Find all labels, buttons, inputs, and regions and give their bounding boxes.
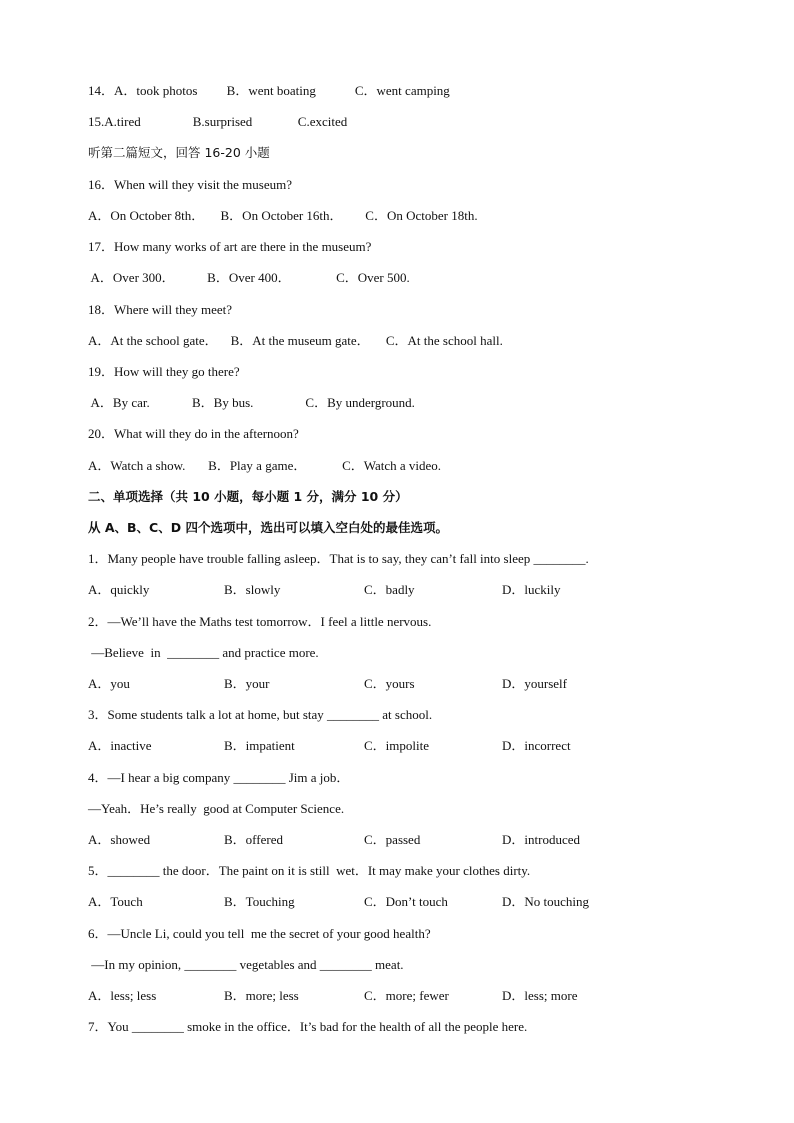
mc-question-7: 7．You ________ smoke in the office．It’s bad for the health of all the people here.: [88, 1019, 528, 1034]
option-c: C．impolite: [364, 738, 430, 753]
option-b: B．impatient: [224, 738, 295, 753]
mc-question-6: 6．—Uncle Li, could you tell me the secret of your good health?: [88, 926, 431, 941]
question-16-options: A．On October 8th． B．On October 16th． C．On October 18th.: [88, 208, 478, 223]
question-17-options: A．Over 300． B．Over 400． C．Over 500.: [88, 270, 410, 285]
option-b: B．more; less: [224, 988, 299, 1003]
question-15-options: 15.A.tired B.surprised C.excited: [88, 114, 348, 129]
question-14-options: 14．A．took photos B．went boating C．went camping: [88, 83, 450, 98]
option-d: D．introduced: [502, 832, 580, 847]
option-a: A．Touch: [88, 894, 143, 909]
mc-question-2-reply: —Believe in ________ and practice more.: [88, 645, 319, 660]
option-d: D．less; more: [502, 988, 578, 1003]
mc-question-4-reply: —Yeah．He’s really good at Computer Science.: [88, 801, 345, 816]
option-a: A．you: [88, 676, 130, 691]
mc-question-5: 5．________ the door．The paint on it is still wet．It may make your clothes dirty.: [88, 863, 531, 878]
question-18-options: A．At the school gate． B．At the museum gate． C．At the school hall.: [88, 333, 503, 348]
question-20: 20．What will they do in the afternoon?: [88, 426, 299, 441]
mc-question-2: 2．—We’ll have the Maths test tomorrow．I feel a little nervous.: [88, 614, 432, 629]
mc-question-3: 3．Some students talk a lot at home, but stay ________ at school.: [88, 707, 433, 722]
option-b: B．offered: [224, 832, 283, 847]
mc-question-6-reply: —In my opinion, ________ vegetables and ________ meat.: [88, 957, 404, 972]
option-a: A．quickly: [88, 582, 150, 597]
question-20-options: A．Watch a show. B．Play a game． C．Watch a video.: [88, 458, 442, 473]
option-d: D．luckily: [502, 582, 561, 597]
mc-question-4: 4．—I hear a big company ________ Jim a job．: [88, 770, 350, 785]
option-d: D．No touching: [502, 894, 590, 909]
question-19-options: A．By car. B．By bus. C．By underground.: [88, 395, 415, 410]
option-d: D．incorrect: [502, 738, 571, 753]
part-2-title: 二、单项选择（共 10 小题，每小题 1 分，满分 10 分）: [88, 489, 408, 504]
question-16: 16．When will they visit the museum?: [88, 177, 292, 192]
option-c: C．Don’t touch: [364, 894, 448, 909]
option-a: A．showed: [88, 832, 151, 847]
mc-question-1: 1．Many people have trouble falling asleep．That is to say, they can’t fall into sleep ________.: [88, 551, 589, 566]
option-b: B．your: [224, 676, 270, 691]
option-b: B．Touching: [224, 894, 295, 909]
part-2-instructions: 从 A、B、C、D 四个选项中，选出可以填入空白处的最佳选项。: [88, 520, 448, 535]
option-c: C．badly: [364, 582, 415, 597]
question-17: 17．How many works of art are there in the museum?: [88, 239, 372, 254]
option-d: D．yourself: [502, 676, 567, 691]
question-18: 18．Where will they meet?: [88, 302, 233, 317]
option-a: A．less; less: [88, 988, 157, 1003]
option-c: C．yours: [364, 676, 415, 691]
option-c: C．more; fewer: [364, 988, 449, 1003]
option-b: B．slowly: [224, 582, 281, 597]
listening-section-2-heading: 听第二篇短文，回答 16-20 小题: [88, 145, 270, 160]
option-a: A．inactive: [88, 738, 152, 753]
option-c: C．passed: [364, 832, 421, 847]
question-19: 19．How will they go there?: [88, 364, 240, 379]
